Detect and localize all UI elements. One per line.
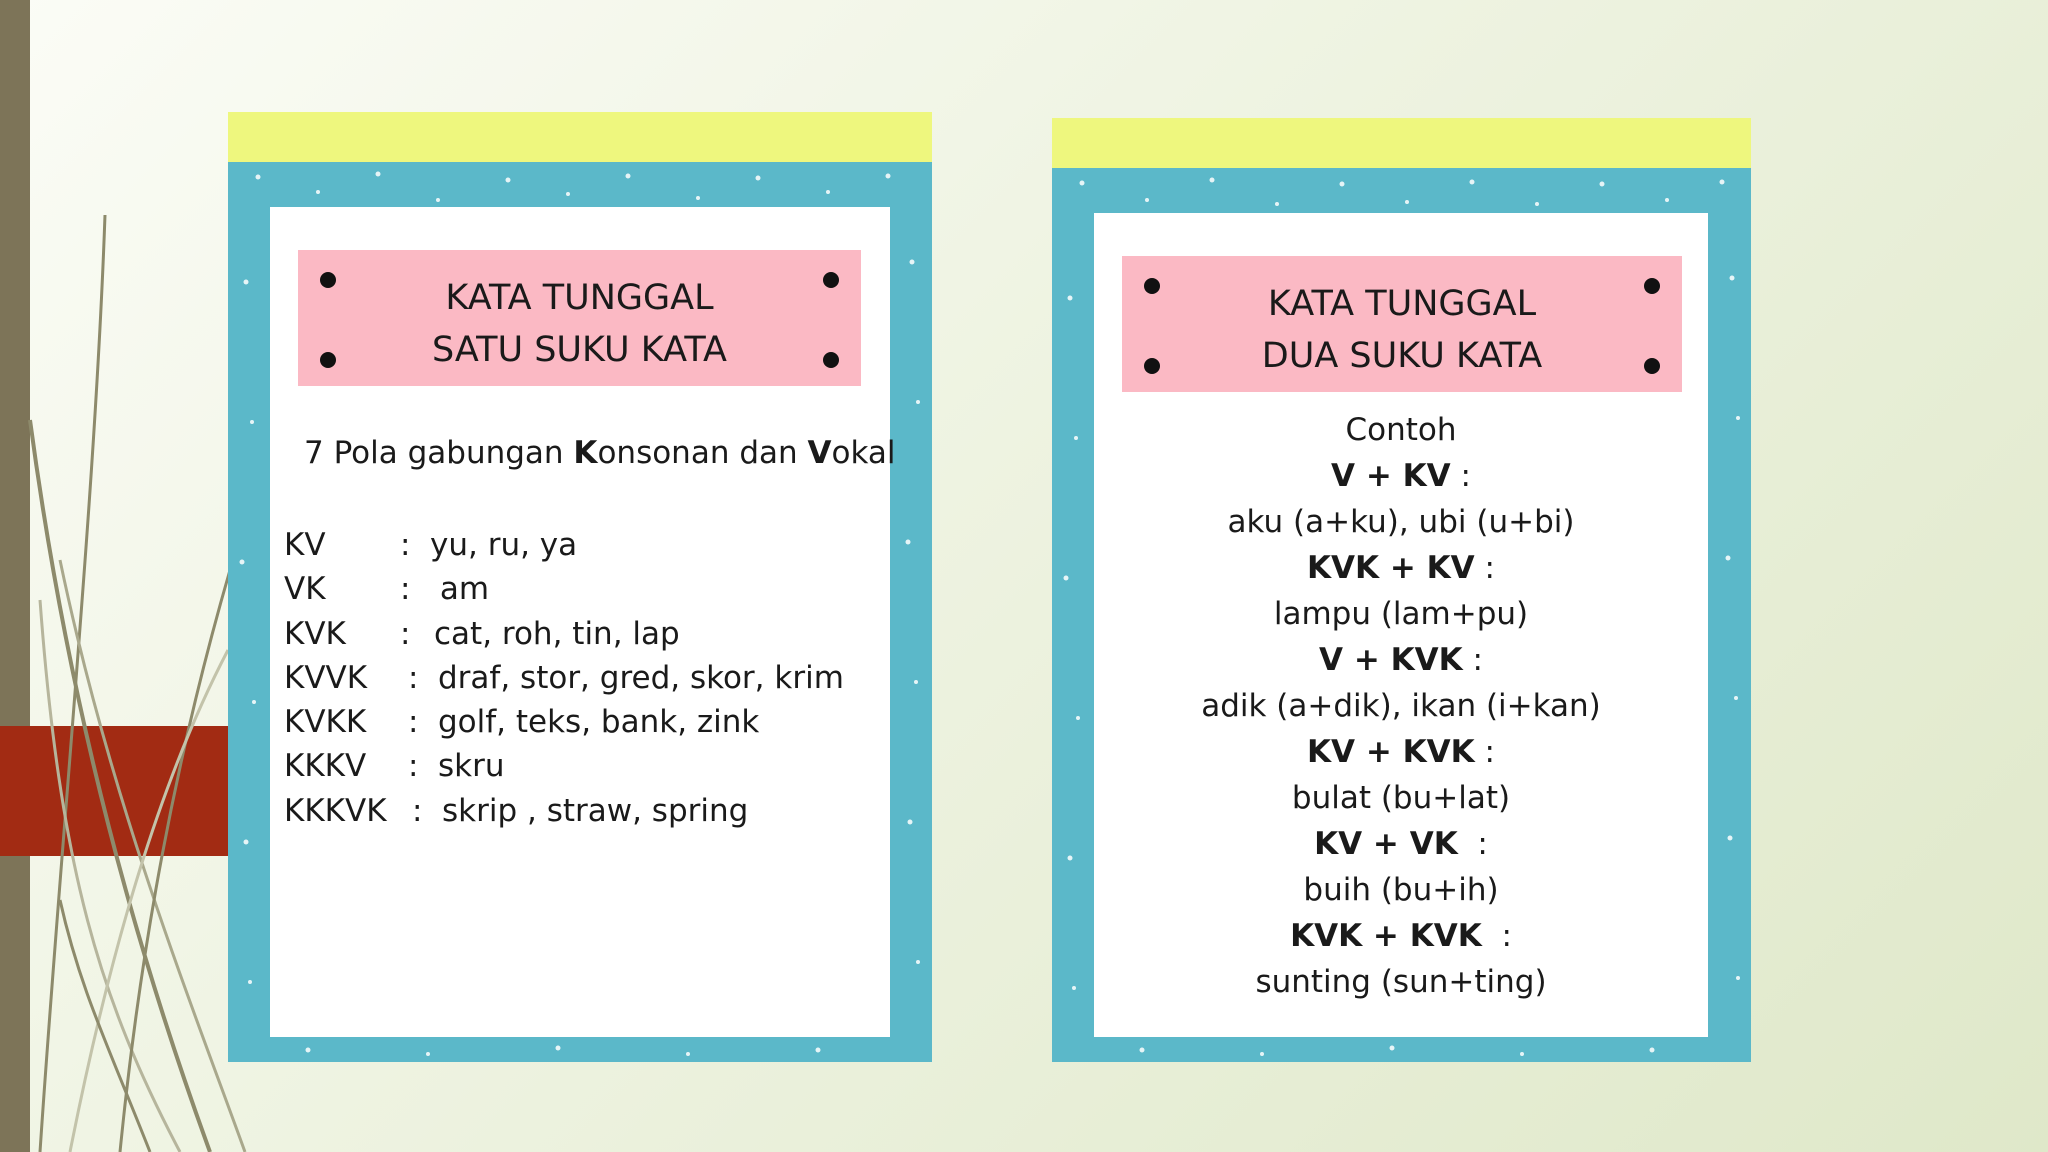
example-words: bulat (bu+lat) [1291,780,1511,816]
pattern-examples: cat, roh, tin, lap [434,615,680,652]
subtitle-bold-k: K [573,435,598,471]
card-title-line1: KATA TUNGGAL [1267,284,1537,324]
pattern-colon: : [408,748,419,785]
example-words: aku (a+ku), ubi (u+bi) [1227,504,1575,540]
subtitle-text: okal [831,435,896,471]
subtitle-bold-v: V [807,435,832,471]
card-content-panel [1094,213,1708,1037]
example-words: buih (bu+ih) [1303,872,1499,908]
card-single-syllable [228,112,932,1062]
pattern-row [284,744,844,788]
rule-text: V + KVK [1319,642,1463,678]
pattern-colon: : [408,704,419,741]
pattern-code: KKKV [284,748,367,785]
example-rule [1094,545,1708,591]
card-title [1122,278,1682,382]
rule-suffix: : [1462,642,1483,678]
pattern-code: KKKVK [284,792,387,829]
pattern-row [284,523,844,567]
card-header-box [1122,256,1682,392]
pattern-row [284,789,844,833]
pattern-examples: am [430,571,490,608]
pattern-list [284,523,844,833]
card-title [298,272,861,376]
card-header-box [298,250,861,386]
rule-suffix: : [1474,734,1495,770]
pattern-colon: : [400,571,411,608]
pattern-row [284,656,844,700]
rule-text: V + KV [1331,458,1451,494]
subtitle-text: onsonan dan [597,435,808,471]
pattern-examples: golf, teks, bank, zink [438,704,760,741]
card-title-line1: KATA TUNGGAL [445,278,714,318]
pattern-row [284,700,844,744]
card-top-strip [228,112,932,162]
pattern-code: KV [284,527,326,563]
example-words: lampu (lam+pu) [1273,596,1529,632]
subtitle-text: 7 Pola gabungan [304,435,574,471]
rule-text: KVK + KVK [1290,918,1482,954]
rule-text: KV + KVK [1307,734,1475,770]
rule-text: KV + VK [1314,826,1458,862]
pattern-subtitle [304,435,896,471]
pattern-row [284,567,844,611]
card-top-strip [1052,118,1751,168]
pattern-examples: yu, ru, ya [430,527,578,563]
card-title-line2: DUA SUKU KATA [1261,336,1543,376]
pattern-examples: draf, stor, gred, skor, krim [438,659,844,696]
pattern-code: VK [284,571,326,608]
example-words: sunting (sun+ting) [1255,964,1547,1000]
pattern-code: KVVK [284,659,368,696]
pattern-code: KVK [284,615,346,652]
rule-suffix: : [1481,918,1512,954]
rule-suffix: : [1450,458,1471,494]
rule-text: KVK + KV [1307,550,1475,586]
rule-suffix: : [1457,826,1488,862]
pattern-colon: : [400,527,411,563]
example-list [1094,407,1708,1005]
pattern-colon: : [400,615,411,652]
pattern-code: KVKK [284,704,367,741]
pattern-examples: skru [438,748,505,785]
example-rule [1094,637,1708,683]
pattern-row [284,612,844,656]
example-words: adik (a+dik), ikan (i+kan) [1201,688,1601,724]
pattern-examples: skrip , straw, spring [442,792,749,829]
contoh-label: Contoh [1345,412,1457,448]
example-rule [1094,729,1708,775]
card-two-syllable [1052,118,1751,1062]
rule-suffix: : [1474,550,1495,586]
card-title-line2: SATU SUKU KATA [432,330,727,370]
example-rule [1094,821,1708,867]
card-content-panel [270,207,896,1037]
pattern-colon: : [408,659,419,696]
example-rule [1094,453,1708,499]
example-rule [1094,913,1708,959]
pattern-colon: : [412,792,423,829]
